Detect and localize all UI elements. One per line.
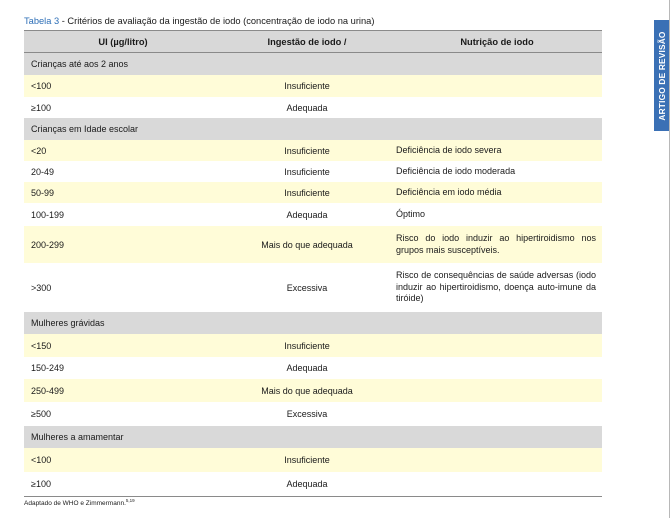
cell-ingestao: Insuficiente [222, 182, 392, 203]
cell-ui: <100 [24, 448, 222, 472]
cell-ui: <20 [24, 140, 222, 161]
group-title: Crianças em Idade escolar [24, 118, 602, 140]
table-row [24, 140, 602, 161]
group-row [24, 53, 602, 76]
cell-ingestao: Adequada [222, 472, 392, 497]
cell-ui: <100 [24, 75, 222, 97]
group-row [24, 118, 602, 140]
table-footnote [24, 498, 135, 507]
table-caption [24, 15, 374, 27]
table-row [24, 226, 602, 263]
page-edge-divider [669, 0, 670, 518]
footnote-text: Adaptado de WHO e Zimmermann. [24, 500, 126, 507]
cell-ui: <150 [24, 334, 222, 357]
table-row [24, 203, 602, 226]
cell-nutricao [392, 97, 602, 118]
cell-nutricao: Deficiência de iodo severa [392, 140, 602, 161]
cell-ui: ≥100 [24, 472, 222, 497]
cell-ingestao: Adequada [222, 97, 392, 118]
table-caption-label: Tabela 3 [24, 16, 60, 26]
cell-ingestao: Mais do que adequada [222, 226, 392, 263]
group-row [24, 426, 602, 448]
cell-ui: ≥500 [24, 402, 222, 426]
footnote-refs: 5,19 [125, 498, 135, 503]
cell-ingestao: Insuficiente [222, 161, 392, 182]
cell-ingestao: Insuficiente [222, 334, 392, 357]
cell-nutricao [392, 402, 602, 426]
table-header-row [24, 31, 602, 53]
table-row [24, 334, 602, 357]
cell-nutricao [392, 334, 602, 357]
table-caption-separator: - [59, 16, 68, 26]
table-row [24, 75, 602, 97]
table-caption-text: Critérios de avaliação da ingestão de iodo (concentração de iodo na urina) [67, 16, 375, 26]
iodine-criteria-table [24, 30, 602, 497]
side-tab-label: ARTIGO DE REVISÃO [656, 30, 667, 121]
header-nutricao: Nutrição de iodo [392, 31, 602, 53]
section-side-tab [654, 20, 669, 131]
table-row [24, 97, 602, 118]
cell-nutricao: Risco de consequências de saúde adversas (iodo induzir ao hipertiroidismo, doença auto-imune da tiróide) [392, 263, 602, 312]
table-row [24, 472, 602, 497]
cell-ingestao: Adequada [222, 203, 392, 226]
cell-ingestao: Mais do que adequada [222, 379, 392, 402]
cell-ingestao: Insuficiente [222, 448, 392, 472]
table-row [24, 161, 602, 182]
cell-ui: 100-199 [24, 203, 222, 226]
header-ui: UI (µg/litro) [24, 31, 222, 53]
cell-ingestao: Insuficiente [222, 140, 392, 161]
cell-ui: 50-99 [24, 182, 222, 203]
table-row [24, 448, 602, 472]
cell-ui: 250-499 [24, 379, 222, 402]
cell-ui: 150-249 [24, 357, 222, 379]
cell-nutricao [392, 75, 602, 97]
cell-ui: ≥100 [24, 97, 222, 118]
table-row [24, 379, 602, 402]
table-row [24, 357, 602, 379]
header-ingestao: Ingestão de iodo / [222, 31, 392, 53]
cell-nutricao: Deficiência de iodo moderada [392, 161, 602, 182]
cell-nutricao [392, 357, 602, 379]
cell-ingestao: Excessiva [222, 263, 392, 312]
cell-ingestao: Excessiva [222, 402, 392, 426]
cell-ui: >300 [24, 263, 222, 312]
group-row [24, 312, 602, 334]
cell-nutricao [392, 448, 602, 472]
cell-nutricao: Deficiência em iodo média [392, 182, 602, 203]
cell-nutricao [392, 379, 602, 402]
cell-ingestao: Adequada [222, 357, 392, 379]
cell-ingestao: Insuficiente [222, 75, 392, 97]
cell-nutricao: Risco do iodo induzir ao hipertiroidismo nos grupos mais susceptíveis. [392, 226, 602, 263]
group-title: Mulheres a amamentar [24, 426, 602, 448]
table-row [24, 263, 602, 312]
cell-ui: 20-49 [24, 161, 222, 182]
cell-nutricao: Óptimo [392, 203, 602, 226]
group-title: Mulheres grávidas [24, 312, 602, 334]
cell-ui: 200-299 [24, 226, 222, 263]
table-row [24, 402, 602, 426]
table-row [24, 182, 602, 203]
cell-nutricao [392, 472, 602, 497]
group-title: Crianças até aos 2 anos [24, 53, 602, 76]
